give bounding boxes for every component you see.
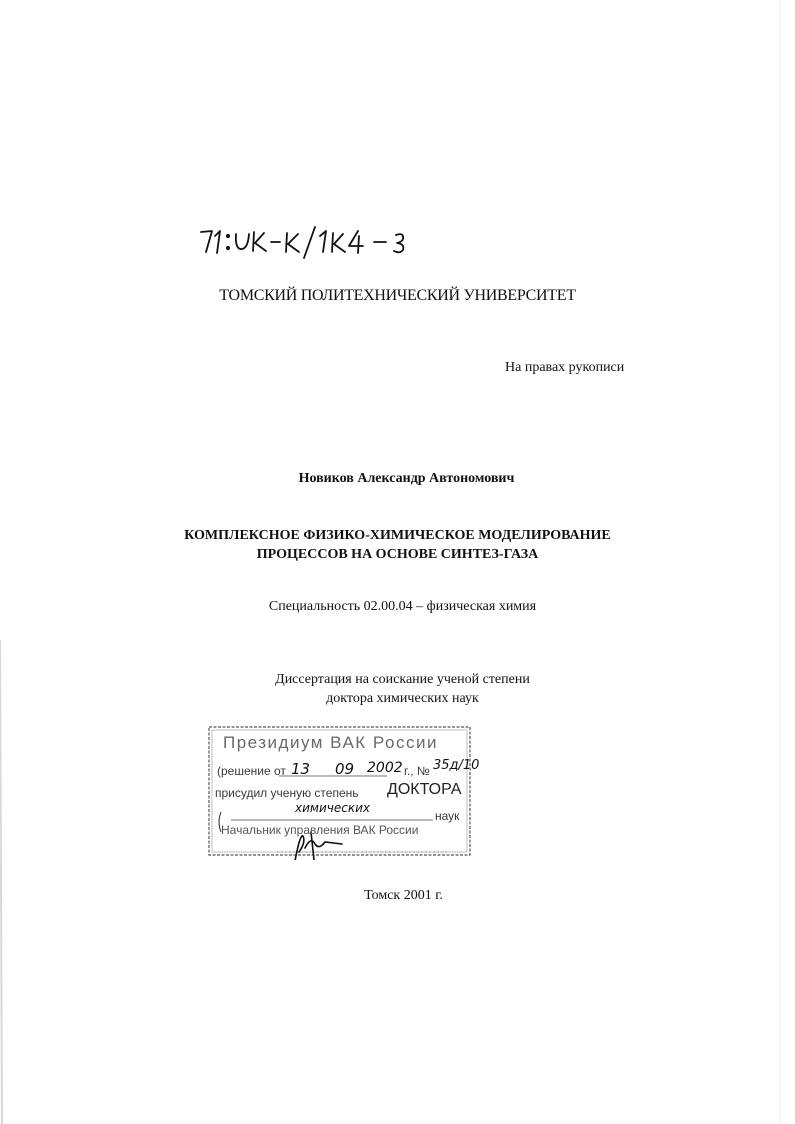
stamp-degree-value: ДОКТОРА bbox=[387, 781, 462, 798]
author-name: Новиков Александр Автономович bbox=[298, 471, 515, 486]
degree-line: Диссертация на соискание ученой степени bbox=[275, 672, 530, 687]
dissertation-title bbox=[0, 526, 795, 564]
vak-stamp bbox=[207, 724, 480, 860]
stamp-signer: Начальник управления ВАК России bbox=[221, 823, 419, 837]
stamp-month: 09 bbox=[335, 760, 355, 778]
rights-note: На правах рукописи bbox=[505, 360, 625, 375]
stamp-degree-label: присудил ученую степень bbox=[215, 786, 359, 800]
stamp-year-suffix: г., № bbox=[404, 764, 430, 778]
city-year: Томск 2001 г. bbox=[364, 888, 443, 903]
stamp-year: 2002 bbox=[367, 760, 403, 776]
title-line: ПРОЦЕССОВ НА ОСНОВЕ СИНТЕЗ-ГАЗА bbox=[256, 547, 539, 562]
handwritten-catalog-code bbox=[198, 222, 428, 262]
stamp-day: 13 bbox=[291, 760, 311, 778]
degree-statement bbox=[0, 670, 795, 708]
degree-line: доктора химических наук bbox=[326, 691, 479, 706]
title-line: КОМПЛЕКСНОЕ ФИЗИКО-ХИМИЧЕСКОЕ МОДЕЛИРОВАНИЕ bbox=[184, 528, 611, 543]
specialty: Специальность 02.00.04 – физическая химия bbox=[268, 599, 537, 614]
stamp-decision-label: (решение от bbox=[217, 764, 286, 778]
university-name: ТОМСКИЙ ПОЛИТЕХНИЧЕСКИЙ УНИВЕРСИТЕТ bbox=[219, 287, 576, 304]
stamp-number: 35д/10 bbox=[433, 758, 480, 773]
stamp-science-label: наук bbox=[435, 809, 460, 823]
stamp-science-value: химических bbox=[295, 801, 370, 815]
stamp-heading: Президиум ВАК России bbox=[223, 733, 438, 752]
